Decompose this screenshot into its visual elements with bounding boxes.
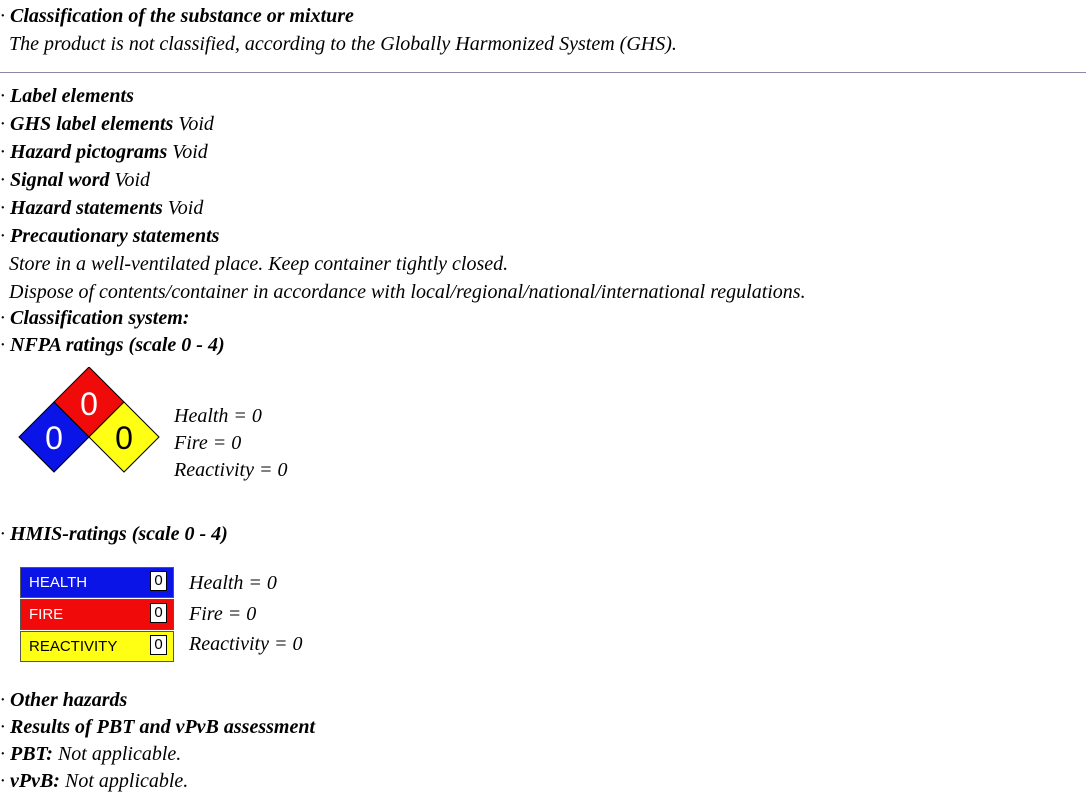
nfpa-diamond: [16, 367, 162, 493]
hmis-health-label: HEALTH: [29, 574, 88, 591]
signal-word: · Signal word Void: [0, 169, 151, 191]
hmis-fire-value: 0: [150, 603, 167, 623]
hmis-fire-label: FIRE: [29, 606, 64, 623]
hmis-fire-rating: Fire = 0: [189, 603, 257, 625]
precautionary-line-2: Dispose of contents/container in accordance with local/regional/national/international regulations.: [9, 281, 806, 303]
hmis-fire-row: [20, 599, 174, 630]
hmis-health-row: [20, 567, 174, 598]
nfpa-fire-rating: Fire = 0: [174, 432, 242, 454]
classification-heading: · Classification of the substance or mixture: [0, 5, 354, 27]
hmis-health-rating: Health = 0: [189, 572, 277, 594]
section-divider: [0, 72, 1086, 73]
label-elements-heading: · Label elements: [0, 85, 134, 107]
nfpa-fire-value: 0: [80, 386, 98, 422]
pbt-vpvb-heading: · Results of PBT and vPvB assessment: [0, 716, 316, 738]
nfpa-heading: · NFPA ratings (scale 0 - 4): [0, 334, 225, 356]
hazard-statements: · Hazard statements Void: [0, 197, 204, 219]
nfpa-health-value: 0: [45, 420, 63, 456]
pbt-line: · PBT: Not applicable.: [0, 743, 182, 765]
classification-system: · Classification system:: [0, 307, 190, 329]
classification-title: Classification of the substance or mixture: [10, 5, 354, 27]
hmis-reactivity-value: 0: [150, 635, 167, 655]
ghs-label-elements: · GHS label elements Void: [0, 113, 214, 135]
hmis-reactivity-rating: Reactivity = 0: [189, 633, 303, 655]
nfpa-reactivity-value: 0: [115, 420, 133, 456]
nfpa-reactivity-rating: Reactivity = 0: [174, 459, 288, 481]
nfpa-health-rating: Health = 0: [174, 405, 262, 427]
hmis-reactivity-label: REACTIVITY: [29, 638, 118, 655]
hazard-pictograms: · Hazard pictograms Void: [0, 141, 208, 163]
precautionary-line-1: Store in a well-ventilated place. Keep container tightly closed.: [9, 253, 509, 275]
vpvb-line: · vPvB: Not applicable.: [0, 770, 189, 792]
precautionary-heading: · Precautionary statements: [0, 225, 220, 247]
hmis-heading: · HMIS-ratings (scale 0 - 4): [0, 523, 228, 545]
hmis-label: [20, 567, 174, 663]
classification-text: The product is not classified, according to the Globally Harmonized System (GHS).: [9, 33, 677, 55]
other-hazards-heading: · Other hazards: [0, 689, 128, 711]
hmis-health-value: 0: [150, 571, 167, 591]
hmis-reactivity-row: [20, 631, 174, 662]
